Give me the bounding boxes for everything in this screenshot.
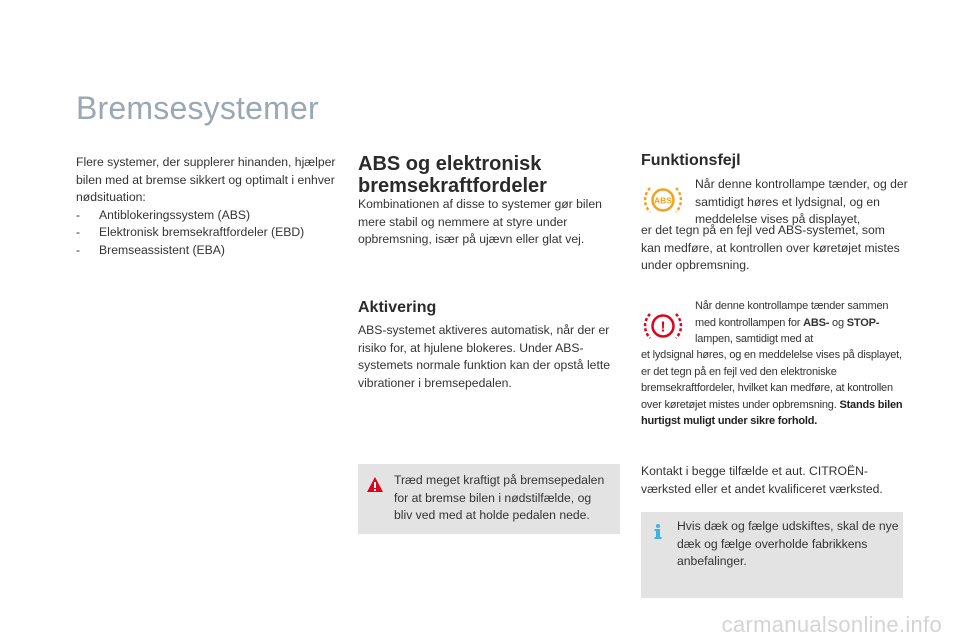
abs-fault-text-intro: Når denne kontrollampe tænder, og der samtidigt høres et lydsignal, og en meddelelse vises på displayet, (695, 177, 908, 226)
stop-lamp-name: STOP- (846, 316, 880, 329)
intro-text: Flere systemer, der supplerer hinanden, hjælper bilen med at bremse sikkert og optimalt i enhver nødsituation: (76, 155, 336, 204)
intro-section (76, 154, 346, 259)
warning-icon (366, 476, 384, 494)
ebd-text-part: lampen, samtidigt med at (695, 333, 814, 345)
abs-lamp-label: ABS (654, 195, 672, 206)
ebd-text-part: og (829, 316, 847, 329)
aktivering-heading: Aktivering (358, 299, 437, 316)
list-item-label: Elektronisk bremsekraftfordeler (EBD) (99, 225, 305, 239)
brake-warning-lamp-icon (643, 306, 683, 346)
warning-note-text: Træd meget kraftigt på bremsepedalen for at bremse bilen i nødstilfælde, og bliv ved med at holde pedalen nede. (394, 473, 605, 522)
list-item (76, 224, 346, 242)
abs-warning-lamp-icon (643, 180, 683, 220)
contact-text: Kontakt i begge tilfælde et aut. CITROËN-værksted eller et andet kvalificeret værksted. (641, 464, 883, 496)
aktivering-text: ABS-systemet aktiveres automatisk, når der er risiko for, at hjulene blokeres. Under ABS-systemets normale funktion kan der opstå lette vibrationer i bremsepedalen. (358, 323, 611, 390)
ebd-fault-text (641, 347, 906, 430)
abs-lamp-name: ABS- (803, 316, 830, 329)
funktionsfejl-heading: Funktionsfejl (641, 152, 741, 169)
list-dash: - (76, 242, 81, 257)
info-icon (649, 522, 667, 540)
systems-list (76, 207, 346, 260)
list-dash: - (76, 207, 81, 222)
abs-section-text: Kombinationen af disse to systemer gør bilen mere stabil og nemmere at styre under opbremsning, især på ujævn eller glat vej. (358, 197, 602, 246)
ebd-text-part: Når denne kontrollampe tænder sammen med kontrollampen for (695, 300, 889, 329)
list-item-label: Bremseassistent (EBA) (99, 242, 225, 257)
brake-lamp-label: ! (660, 318, 666, 336)
info-note-text: Hvis dæk og fælge udskiftes, skal de nye dæk og fælge overholde fabrikkens anbefalinger. (677, 519, 899, 568)
stop-instruction: Stands bilen hurtigst muligt under sikre forhold. (641, 398, 903, 427)
list-item-label: Antiblokeringssystem (ABS) (99, 207, 251, 222)
list-item (76, 242, 346, 260)
page-title: Bremsesystemer (76, 90, 319, 126)
ebd-fault-text-intro (695, 298, 910, 348)
ebd-fault-description: et lydsignal høres, og en meddelelse vises på displayet, er det tegn på en fejl ved den elektroniske bremsekraftfordeler, hvilket kan medføre, at kontrollen over køretøjet mistes under opbremsning. (641, 349, 902, 411)
list-dash: - (76, 225, 81, 239)
list-item (76, 207, 346, 225)
info-note (641, 512, 903, 598)
watermark: carmanualsonline.info (721, 612, 942, 637)
warning-note (358, 464, 620, 534)
abs-section-heading: ABS og elektronisk bremsekraftfordeler (358, 153, 547, 197)
abs-fault-text: er det tegn på en fejl ved ABS-systemet, som kan medføre, at kontrollen over køretøjet mistes under opbremsning. (641, 223, 900, 272)
